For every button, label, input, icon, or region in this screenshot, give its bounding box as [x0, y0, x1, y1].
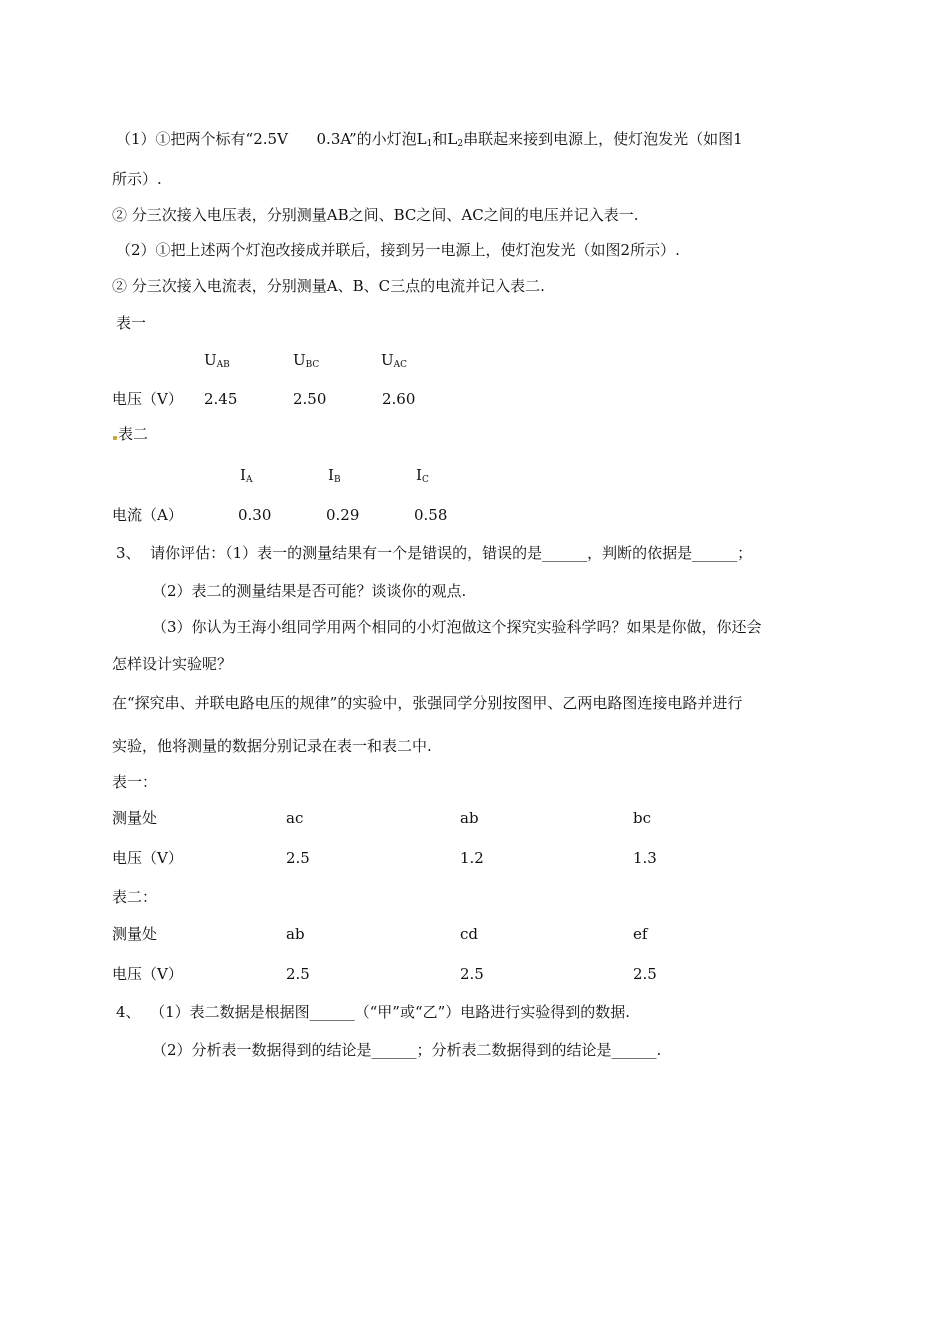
- table3-header-ab: ab: [460, 809, 479, 827]
- instruction-line-5: ② 分三次接入电流表，分别测量A、B、C三点的电流并记入表二.: [112, 277, 545, 295]
- question3-line-1: 3、 请你评估：（1）表一的测量结果有一个是错误的，错误的是______，判断的依据是______；: [116, 544, 753, 562]
- instruction-line-2: 所示）.: [112, 170, 162, 188]
- table3-row-label: 电压（V）: [112, 849, 183, 867]
- table1-header-uab: $U_{AB}$: [204, 351, 230, 370]
- table4-title: 表二：: [112, 888, 158, 906]
- question4-line-1: 4、 （1）表二数据是根据图______（“甲”或“乙”）电路进行实验得到的数据.: [116, 1003, 631, 1021]
- table1-value-uac: 2.60: [382, 390, 416, 408]
- question3-line-3: （3）你认为王海小组同学用两个相同的小灯泡做这个探究实验科学吗？如果是你做，你还会: [152, 618, 762, 636]
- instruction-line-4: （2）①把上述两个灯泡改接成并联后，接到另一电源上，使灯泡发光（如图2所示）.: [116, 241, 680, 259]
- table3-header-bc: bc: [633, 809, 652, 827]
- instruction-line-3: ② 分三次接入电压表，分别测量AB之间、BC之间、AC之间的电压并记入表一.: [112, 206, 639, 224]
- table4-value-ab: 2.5: [286, 965, 310, 983]
- table2-title: 表二: [118, 425, 149, 443]
- table3-title: 表一：: [112, 773, 158, 791]
- instruction-line-1: （1）①把两个标有“2.5V 0.3A”的小灯泡$L_1$和$L_2$串联起来接到电源上，使灯泡发光（如图1: [116, 130, 743, 149]
- table3-header-label: 测量处: [112, 809, 158, 827]
- table2-header-ic: $I_C$: [416, 466, 429, 485]
- table4-value-ef: 2.5: [633, 965, 657, 983]
- table4-header-label: 测量处: [112, 925, 158, 943]
- table4-row-label: 电压（V）: [112, 965, 183, 983]
- table4-header-ef: ef: [633, 925, 648, 943]
- table4-value-cd: 2.5: [460, 965, 484, 983]
- table1-value-ubc: 2.50: [293, 390, 327, 408]
- question3-line-2: （2）表二的测量结果是否可能？谈谈你的观点.: [152, 582, 467, 600]
- table1-header-uac: $U_{AC}$: [381, 351, 408, 370]
- table2-header-ib: $I_B$: [328, 466, 341, 485]
- experiment-intro-line-2: 实验，他将测量的数据分别记录在表一和表二中.: [112, 737, 432, 755]
- table2-value-ic: 0.58: [414, 506, 448, 524]
- table2-value-ia: 0.30: [238, 506, 272, 524]
- table3-value-ac: 2.5: [286, 849, 310, 867]
- table4-header-cd: cd: [460, 925, 479, 943]
- table3-value-bc: 1.3: [633, 849, 657, 867]
- question3-line-4: 怎样设计实验呢？: [112, 655, 233, 673]
- table1-row-label: 电压（V）: [112, 390, 183, 408]
- table1-title: 表一: [116, 314, 147, 332]
- table2-row-label: 电流（A）: [112, 506, 183, 524]
- table4-header-ab: ab: [286, 925, 305, 943]
- table3-value-ab: 1.2: [460, 849, 484, 867]
- table3-header-ac: ac: [286, 809, 304, 827]
- table2-header-ia: $I_A$: [240, 466, 253, 485]
- table1-value-uab: 2.45: [204, 390, 238, 408]
- question4-line-2: （2）分析表一数据得到的结论是______；分析表二数据得到的结论是______.: [152, 1041, 662, 1059]
- table2-value-ib: 0.29: [326, 506, 360, 524]
- editor-mark: [113, 436, 117, 440]
- experiment-intro-line-1: 在“探究串、并联电路电压的规律”的实验中，张强同学分别按图甲、乙两电路图连接电路并进行: [112, 694, 743, 712]
- table1-header-ubc: $U_{BC}$: [293, 351, 320, 370]
